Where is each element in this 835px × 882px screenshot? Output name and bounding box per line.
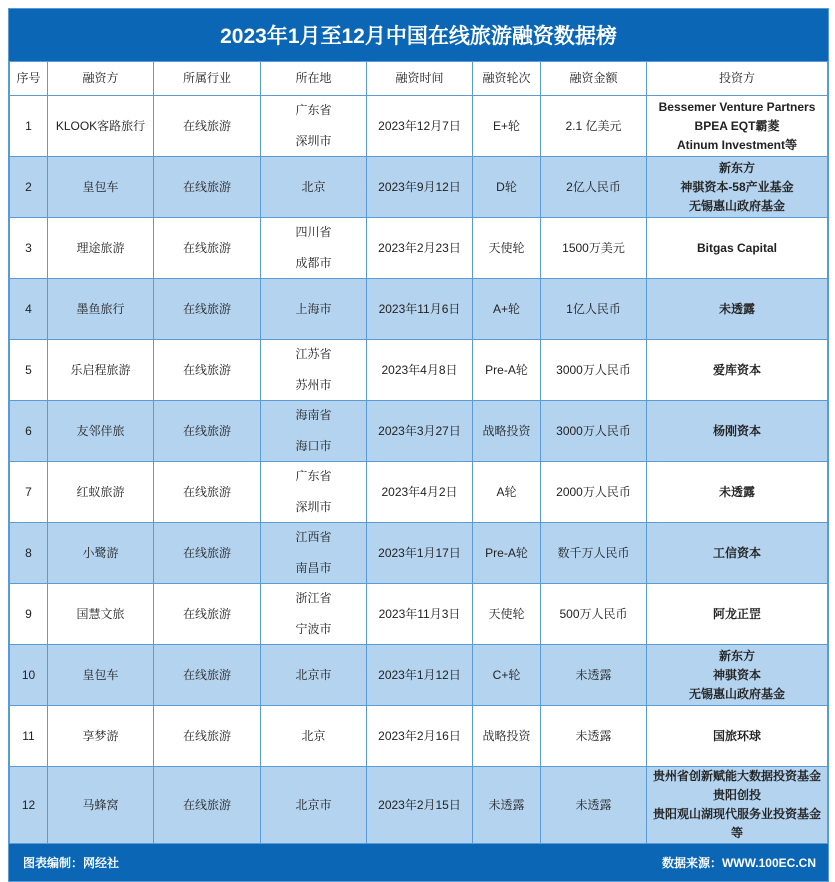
location-line: 广东省: [295, 103, 332, 117]
cell-amount: 1500万美元: [541, 218, 647, 279]
cell-company: 理途旅游: [48, 218, 154, 279]
investors-line: 新东方: [718, 160, 755, 175]
cell-location: [261, 96, 367, 157]
investors-line: Bitgas Capital: [696, 240, 777, 255]
table-row: [10, 218, 828, 279]
cell-industry: 在线旅游: [154, 584, 261, 645]
cell-location: [261, 645, 367, 706]
cell-amount: 3000万人民币: [541, 401, 647, 462]
cell-date: 2023年1月17日: [367, 523, 473, 584]
cell-investors: [647, 462, 828, 523]
cell-date: 2023年12月7日: [367, 96, 473, 157]
cell-investors: [647, 706, 828, 767]
cell-investors: [647, 584, 828, 645]
cell-company: 国慧文旅: [48, 584, 154, 645]
investors-line: 工信资本: [712, 545, 761, 560]
column-header: 所在地: [261, 62, 367, 96]
column-header: 所属行业: [154, 62, 261, 96]
investors-line: 阿龙正罡: [712, 606, 761, 621]
cell-company: KLOOK客路旅行: [48, 96, 154, 157]
cell-industry: 在线旅游: [154, 340, 261, 401]
cell-round: 战略投资: [473, 706, 541, 767]
column-header: 序号: [10, 62, 48, 96]
cell-amount: 1亿人民币: [541, 279, 647, 340]
location-line: 海口市: [295, 439, 332, 453]
cell-company: 享梦游: [48, 706, 154, 767]
table-row: [10, 645, 828, 706]
cell-amount: 500万人民币: [541, 584, 647, 645]
investors-line: BPEA EQT霸菱: [694, 118, 780, 133]
table-row: [10, 96, 828, 157]
investors-line: 贵阳观山湖现代服务业投资基金等: [652, 807, 821, 840]
location-line: 北京: [301, 179, 326, 194]
cell-amount: 2亿人民币: [541, 157, 647, 218]
cell-amount: 未透露: [541, 706, 647, 767]
cell-company: 墨鱼旅行: [48, 279, 154, 340]
location-line: 宁波市: [295, 622, 332, 636]
location-line: 四川省: [295, 225, 332, 239]
cell-date: 2023年2月15日: [367, 767, 473, 844]
investors-line: 神骐资本-58产业基金: [680, 179, 794, 194]
cell-date: 2023年1月12日: [367, 645, 473, 706]
cell-location: [261, 218, 367, 279]
page-title: 2023年1月至12月中国在线旅游融资数据榜: [9, 9, 828, 61]
location-line: 成都市: [295, 256, 332, 270]
cell-date: 2023年11月3日: [367, 584, 473, 645]
column-header: 融资时间: [367, 62, 473, 96]
cell-location: [261, 767, 367, 844]
cell-investors: [647, 340, 828, 401]
location-line: 江苏省: [295, 347, 332, 361]
table-row: [10, 523, 828, 584]
cell-round: E+轮: [473, 96, 541, 157]
cell-industry: 在线旅游: [154, 157, 261, 218]
cell-no: 7: [10, 462, 48, 523]
cell-location: [261, 584, 367, 645]
cell-no: 1: [10, 96, 48, 157]
table-row: [10, 401, 828, 462]
footer-credit: 图表编制：网经社: [23, 856, 120, 870]
cell-location: [261, 523, 367, 584]
investors-line: 杨刚资本: [712, 423, 761, 438]
cell-investors: [647, 645, 828, 706]
cell-industry: 在线旅游: [154, 767, 261, 844]
cell-no: 9: [10, 584, 48, 645]
table-row: [10, 462, 828, 523]
financing-table: [9, 61, 828, 844]
column-header: 投资方: [647, 62, 828, 96]
cell-company: 友邻伴旅: [48, 401, 154, 462]
cell-company: 红蚁旅游: [48, 462, 154, 523]
cell-company: 小鹭游: [48, 523, 154, 584]
cell-date: 2023年4月8日: [367, 340, 473, 401]
cell-date: 2023年9月12日: [367, 157, 473, 218]
cell-amount: 2000万人民币: [541, 462, 647, 523]
location-line: 海南省: [295, 408, 332, 422]
location-line: 北京市: [295, 667, 332, 682]
cell-industry: 在线旅游: [154, 706, 261, 767]
cell-industry: 在线旅游: [154, 523, 261, 584]
investors-line: 无锡惠山政府基金: [688, 198, 785, 213]
cell-no: 3: [10, 218, 48, 279]
cell-company: 乐启程旅游: [48, 340, 154, 401]
column-header: 融资轮次: [473, 62, 541, 96]
cell-round: 未透露: [473, 767, 541, 844]
cell-amount: 3000万人民币: [541, 340, 647, 401]
investors-line: 贵州省创新赋能大数据投资基金: [652, 769, 821, 783]
location-line: 深圳市: [295, 134, 332, 148]
cell-investors: [647, 157, 828, 218]
ranking-table-container: [8, 8, 829, 882]
cell-round: 天使轮: [473, 584, 541, 645]
cell-no: 10: [10, 645, 48, 706]
cell-investors: [647, 767, 828, 844]
cell-location: [261, 157, 367, 218]
location-line: 广东省: [295, 469, 332, 483]
investors-line: 爱库资本: [712, 362, 761, 377]
cell-investors: [647, 279, 828, 340]
table-row: [10, 584, 828, 645]
cell-no: 8: [10, 523, 48, 584]
investors-line: 未透露: [718, 484, 755, 499]
location-line: 北京: [301, 728, 326, 743]
investors-line: Atinum Investment等: [676, 137, 797, 152]
cell-industry: 在线旅游: [154, 96, 261, 157]
column-header: 融资金额: [541, 62, 647, 96]
investors-line: 新东方: [718, 648, 755, 663]
cell-no: 5: [10, 340, 48, 401]
table-row: [10, 340, 828, 401]
cell-no: 6: [10, 401, 48, 462]
cell-date: 2023年2月16日: [367, 706, 473, 767]
location-line: 北京市: [295, 797, 332, 812]
investors-line: Bessemer Venture Partners: [658, 99, 816, 114]
cell-round: A+轮: [473, 279, 541, 340]
investors-line: 未透露: [718, 301, 755, 316]
location-line: 浙江省: [295, 591, 332, 605]
cell-industry: 在线旅游: [154, 645, 261, 706]
cell-investors: [647, 218, 828, 279]
investors-line: 神骐资本: [712, 667, 761, 682]
cell-location: [261, 462, 367, 523]
cell-industry: 在线旅游: [154, 401, 261, 462]
cell-round: 天使轮: [473, 218, 541, 279]
cell-company: 皇包车: [48, 157, 154, 218]
cell-round: D轮: [473, 157, 541, 218]
cell-investors: [647, 401, 828, 462]
footer: [9, 844, 828, 881]
cell-amount: 未透露: [541, 767, 647, 844]
investors-line: 无锡惠山政府基金: [688, 686, 785, 701]
investors-line: 贵阳创投: [712, 788, 761, 802]
cell-amount: 2.1 亿美元: [541, 96, 647, 157]
cell-date: 2023年3月27日: [367, 401, 473, 462]
cell-location: [261, 340, 367, 401]
table-row: [10, 279, 828, 340]
cell-date: 2023年2月23日: [367, 218, 473, 279]
cell-date: 2023年4月2日: [367, 462, 473, 523]
cell-round: C+轮: [473, 645, 541, 706]
cell-round: A轮: [473, 462, 541, 523]
footer-source: 数据来源：WWW.100EC.CN: [661, 856, 816, 870]
cell-investors: [647, 523, 828, 584]
table-header-row: [10, 62, 828, 96]
cell-location: [261, 706, 367, 767]
cell-round: Pre-A轮: [473, 340, 541, 401]
cell-industry: 在线旅游: [154, 279, 261, 340]
cell-no: 11: [10, 706, 48, 767]
table-row: [10, 706, 828, 767]
cell-company: 皇包车: [48, 645, 154, 706]
location-line: 上海市: [295, 301, 332, 316]
cell-date: 2023年11月6日: [367, 279, 473, 340]
cell-no: 12: [10, 767, 48, 844]
cell-no: 4: [10, 279, 48, 340]
column-header: 融资方: [48, 62, 154, 96]
location-line: 深圳市: [295, 500, 332, 514]
table-row: [10, 157, 828, 218]
cell-amount: 未透露: [541, 645, 647, 706]
table-row: [10, 767, 828, 844]
cell-round: 战略投资: [473, 401, 541, 462]
cell-investors: [647, 96, 828, 157]
cell-no: 2: [10, 157, 48, 218]
cell-round: Pre-A轮: [473, 523, 541, 584]
cell-amount: 数千万人民币: [541, 523, 647, 584]
cell-industry: 在线旅游: [154, 462, 261, 523]
location-line: 南昌市: [295, 561, 332, 575]
cell-location: [261, 279, 367, 340]
cell-industry: 在线旅游: [154, 218, 261, 279]
location-line: 苏州市: [295, 378, 332, 392]
location-line: 江西省: [295, 530, 332, 544]
cell-company: 马蜂窝: [48, 767, 154, 844]
investors-line: 国旅环球: [712, 728, 761, 743]
cell-location: [261, 401, 367, 462]
